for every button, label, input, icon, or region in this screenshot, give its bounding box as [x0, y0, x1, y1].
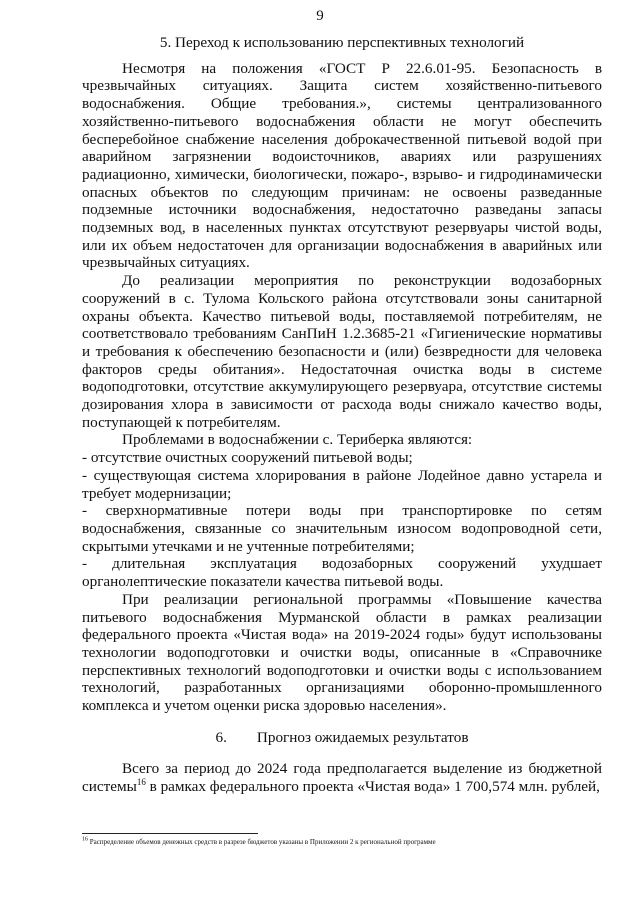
problem-list-item: - существующая система хлорирования в районе Лодейное давно устарела и требует модернизации; — [82, 466, 602, 502]
section-6-text-start: Всего за период до 2024 года предполагается выделение из бюджетной системы — [82, 760, 602, 796]
section-6-title: Прогноз ожидаемых результатов — [256, 728, 469, 746]
section-6-paragraph-1 — [82, 760, 602, 795]
footnote — [82, 838, 602, 847]
footnote-divider — [82, 833, 258, 834]
section-5-paragraph-3: Проблемами в водоснабжении с. Териберка являются: — [122, 431, 473, 449]
problem-list-item: - отсутствие очистных сооружений питьевой воды; — [82, 449, 413, 467]
section-5-paragraph-2: До реализации мероприятия по реконструкции водозаборных сооружений в с. Тулома Кольского района отсутствовали зоны санитарной охраны объекта. Качество питьевой воды, поставляемой потребителям, не соответствовало требованиям СанПиН 1.2.3685-21 «Гигиенические нормативы и требования к обеспечению безопасности и (или) безвредности для человека факторов среды обитания». Недостаточная очистка воды в системе водоподготовки, отсутствие аккумулирующего резервуара, отсутствие системы дозирования хлора в зависимости от расхода воды снижало качество воды, поступающей к потребителям. — [82, 272, 602, 431]
section-6-text-end: в рамках федерального проекта «Чистая вода» 1 700,574 млн. рублей, — [145, 778, 600, 796]
section-5-paragraph-1: Несмотря на положения «ГОСТ Р 22.6.01-95. Безопасность в чрезвычайных ситуациях. Защита систем хозяйственно-питьевого водоснабжения. Общие требования.», системы централизованного хозяйственно-питьевого водоснабжения области не могут обеспечить бесперебойное снабжение населения доброкачественной питьевой водой при аварийном загрязнении водоисточников, авариях или разрушениях радиационно, химически, биологически, пожаро-, взрыво- и гидродинамически опасных объектов по следующим причинам: не освоены разведанные подземные источники водоснабжения, недостаточно разведаны запасы подземных вод, в населенных пунктах отсутствуют резервуары чистой воды, или их объем недостаточен для организации водоснабжения в аварийных или чрезвычайных ситуациях. — [82, 59, 602, 272]
footnote-reference[interactable]: 16 — [136, 777, 146, 788]
footnote-marker: 16 — [82, 836, 88, 843]
problem-list-item: - длительная эксплуатация водозаборных сооружений ухудшает органолептические показатели качества питьевой воды. — [82, 555, 602, 591]
page-number: 9 — [316, 8, 324, 24]
problem-list-item: - сверхнормативные потери воды при транспортировке по сетям водоснабжения, связанные со значительным износом водопроводной сети, скрытыми утечками и не учтенные потребителями; — [82, 502, 602, 555]
section-6-number: 6. — [215, 728, 227, 746]
section-6-heading — [82, 729, 602, 747]
section-5-paragraph-4: При реализации региональной программы «Повышение качества питьевого водоснабжения Мурманской области в рамках реализации федерального проекта «Чистая вода» на 2019-2024 годы» будут использованы технологии водоподготовки и очистки воды, описанные в «Справочнике перспективных технологий водоподготовки и очистки воды с использованием технологий, разработанных организациями оборонно-промышленного комплекса и учетом оценки риска здоровью населения». — [82, 590, 602, 715]
document-body — [82, 34, 602, 796]
footnote-text: Распределение объемов денежных средств в разрезе бюджетов указаны в Приложении 2 к региональной программе — [88, 838, 436, 846]
section-5-heading: 5. Переход к использованию перспективных технологий — [159, 34, 525, 51]
